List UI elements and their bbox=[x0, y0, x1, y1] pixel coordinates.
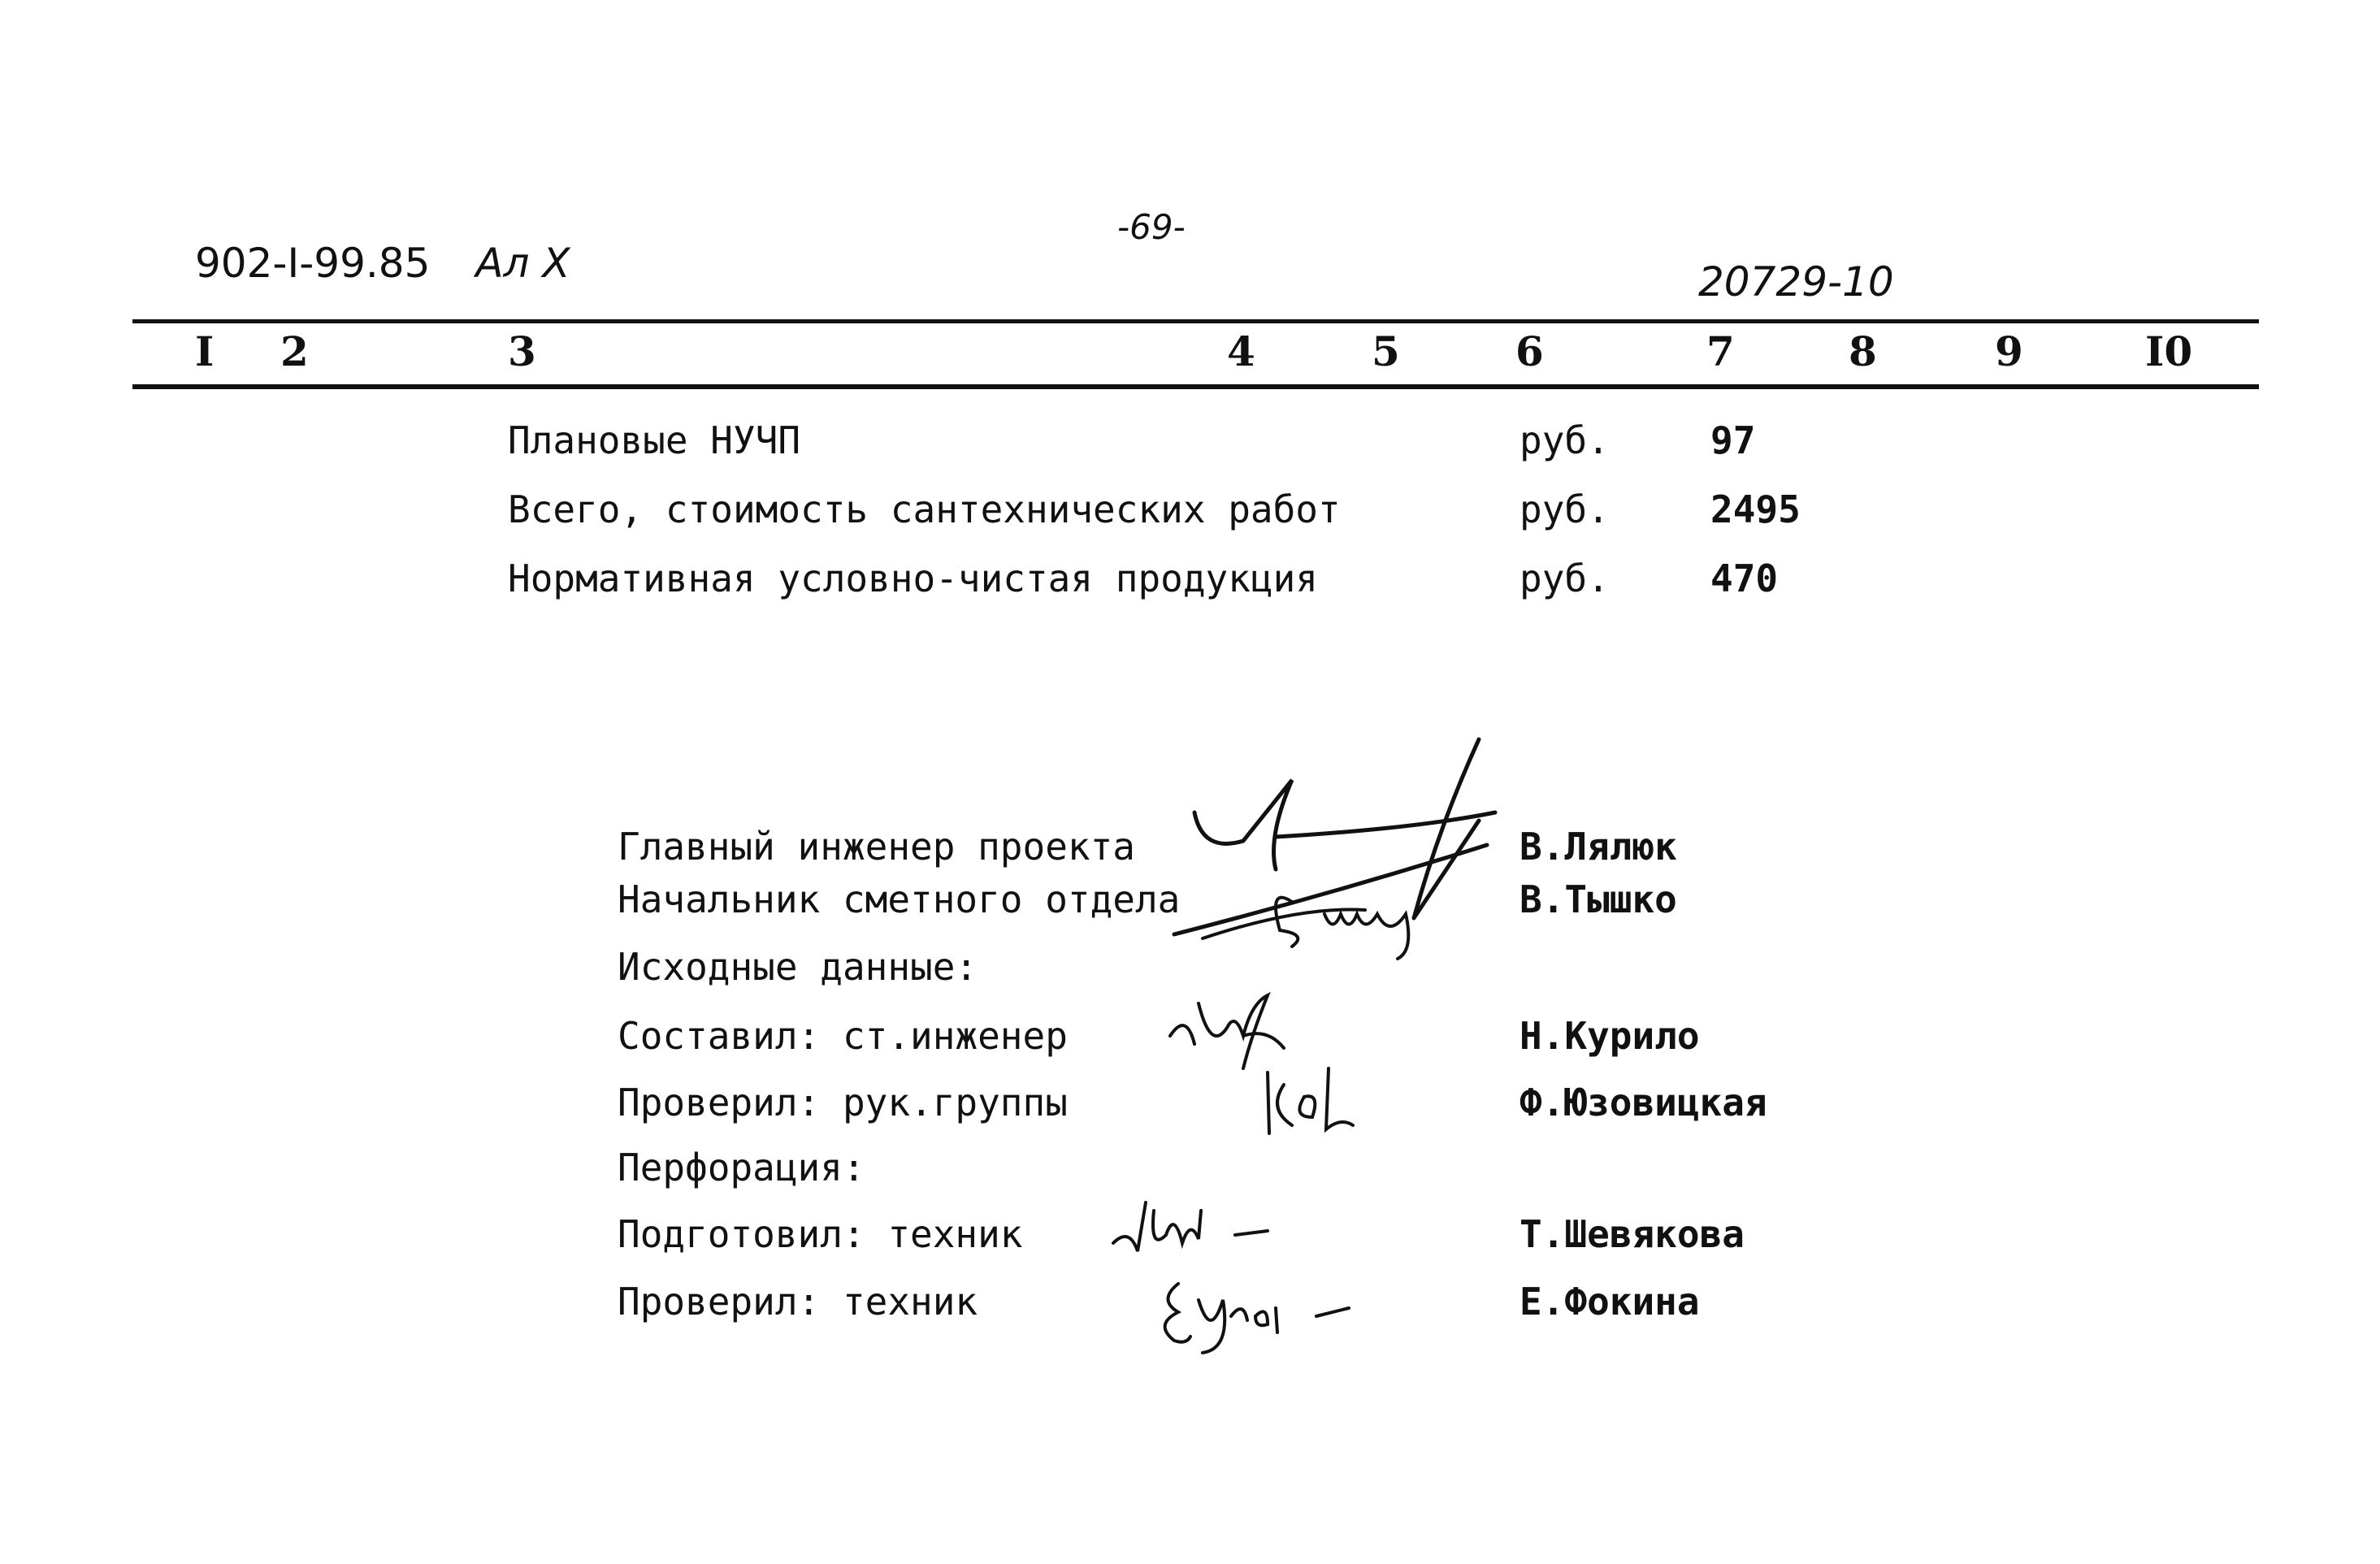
table-header-rule bbox=[132, 384, 2259, 389]
signature-name-5: Ф.Юзовицкая bbox=[1519, 1081, 1767, 1124]
signature-role-8: Проверил: техник bbox=[618, 1280, 978, 1324]
signature-name-2: В.Тышко bbox=[1519, 877, 1677, 921]
row-3-value: 470 bbox=[1710, 557, 1779, 600]
signature-role-2: Начальник сметного отдела bbox=[618, 877, 1181, 921]
document-code-suffix: Ал Х bbox=[475, 240, 570, 287]
signature-name-8: Е.Фокина bbox=[1519, 1280, 1700, 1324]
signature-name-1: В.Лялюк bbox=[1519, 825, 1677, 869]
row-1-name: Плановые НУЧП bbox=[508, 418, 801, 462]
column-header-4: 4 bbox=[1227, 327, 1255, 375]
signature-role-7: Подготовил: техник bbox=[618, 1212, 1023, 1256]
signature-mark-checked-technician bbox=[1154, 1267, 1357, 1357]
table-top-rule bbox=[132, 319, 2259, 323]
signature-role-1: Главный инженер проекта bbox=[618, 825, 1135, 869]
row-1-value: 97 bbox=[1710, 418, 1756, 462]
row-2-unit: руб. bbox=[1519, 487, 1610, 531]
row-2-name: Всего, стоимость сантехнических работ bbox=[508, 487, 1341, 531]
column-header-3: 3 bbox=[508, 327, 536, 375]
signature-section-source-data: Исходные данные: bbox=[618, 945, 978, 989]
signature-mark-prepared bbox=[1105, 1194, 1284, 1276]
column-header-1: I bbox=[195, 327, 215, 375]
row-2-value: 2495 bbox=[1710, 487, 1801, 531]
column-header-10: I0 bbox=[2145, 327, 2193, 375]
signature-name-4: Н.Курило bbox=[1519, 1014, 1700, 1058]
document-code bbox=[195, 240, 570, 287]
column-header-7: 7 bbox=[1706, 327, 1735, 375]
row-3-unit: руб. bbox=[1519, 557, 1610, 600]
row-3-name: Нормативная условно-чистая продукция bbox=[508, 557, 1318, 600]
row-1-unit: руб. bbox=[1519, 418, 1610, 462]
signature-section-perforation: Перфорация: bbox=[618, 1146, 865, 1189]
signature-role-4: Составил: ст.инженер bbox=[618, 1014, 1068, 1058]
signature-mark-checked-group bbox=[1259, 1060, 1373, 1142]
signature-role-5: Проверил: рук.группы bbox=[618, 1081, 1068, 1124]
column-header-8: 8 bbox=[1849, 327, 1877, 375]
signature-name-7: Т.Шевякова bbox=[1519, 1212, 1745, 1256]
column-header-5: 5 bbox=[1372, 327, 1400, 375]
signature-mark-estimate-head bbox=[1203, 869, 1430, 959]
column-header-9: 9 bbox=[1995, 327, 2023, 375]
document-code-number: 902-I-99.85 bbox=[195, 240, 431, 287]
page-number: -69- bbox=[1117, 207, 1186, 247]
column-header-6: 6 bbox=[1515, 327, 1544, 375]
column-header-2: 2 bbox=[280, 327, 309, 375]
sheet-code: 20729-10 bbox=[1698, 258, 1894, 305]
